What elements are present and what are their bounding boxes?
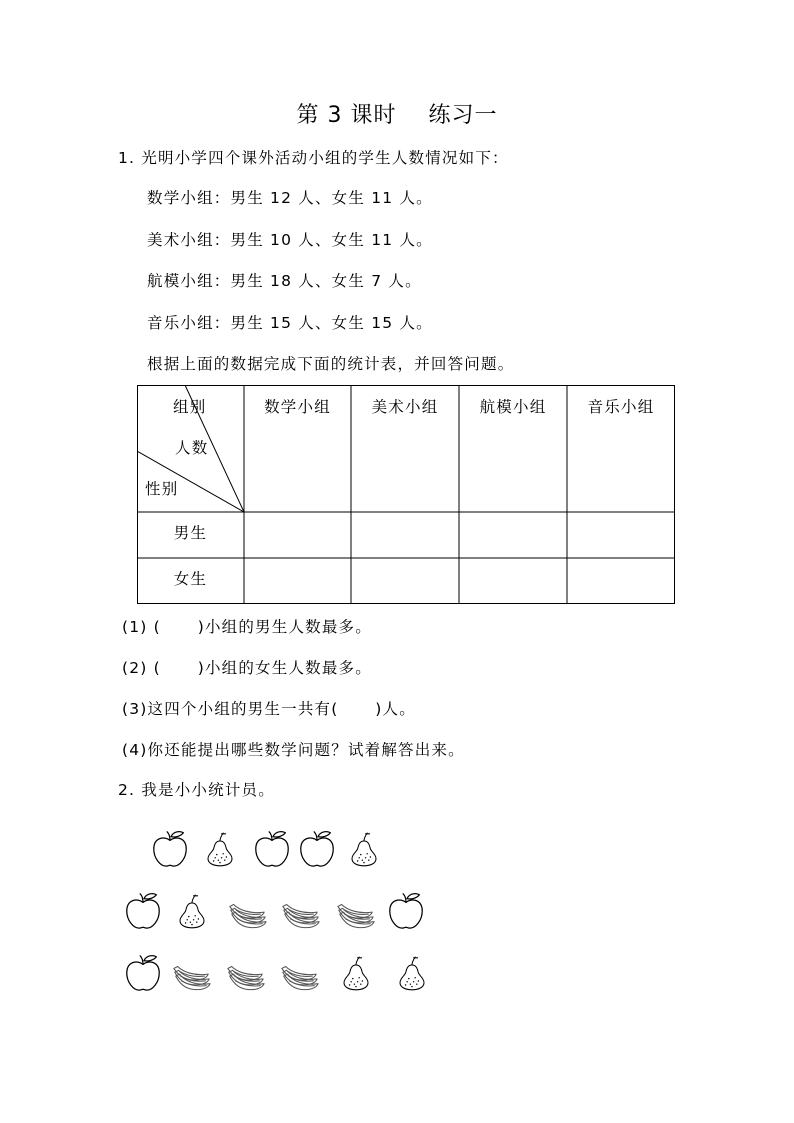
apple-icon — [122, 890, 164, 932]
question-1-intro: 1. 光明小学四个课外活动小组的学生人数情况如下： — [118, 149, 509, 167]
row-header-boys: 男生 — [173, 524, 208, 542]
table-instruction: 根据上面的数据完成下面的统计表，并回答问题。 — [147, 355, 515, 373]
pear-icon — [348, 828, 380, 870]
apple-icon — [149, 828, 191, 870]
banana-icon — [226, 898, 268, 932]
column-header-model: 航模小组 — [479, 398, 547, 416]
cell-boys-model[interactable] — [460, 513, 566, 557]
apple-icon — [251, 828, 293, 870]
corner-label-group: 组别 — [173, 398, 207, 416]
statistics-table — [137, 385, 675, 604]
subquestion-1: (1) ( )小组的男生人数最多。 — [122, 618, 372, 636]
cell-girls-model[interactable] — [460, 559, 566, 603]
corner-label-count: 人数 — [175, 439, 209, 457]
pear-icon — [176, 890, 208, 932]
data-line-math: 数学小组：男生 12 人、女生 11 人。 — [147, 189, 433, 207]
apple-icon — [385, 890, 427, 932]
subquestion-2: (2) ( )小组的女生人数最多。 — [122, 659, 372, 677]
pear-icon — [204, 828, 236, 870]
cell-boys-math[interactable] — [245, 513, 350, 557]
cell-boys-art[interactable] — [352, 513, 458, 557]
cell-girls-art[interactable] — [352, 559, 458, 603]
cell-girls-music[interactable] — [568, 559, 674, 603]
banana-icon — [170, 960, 212, 994]
question-2-intro: 2. 我是小小统计员。 — [118, 781, 275, 799]
subquestion-4: (4)你还能提出哪些数学问题？试着解答出来。 — [122, 741, 465, 759]
page-title: 第 3 课时 练习一 — [296, 103, 498, 128]
apple-icon — [296, 828, 338, 870]
data-line-art: 美术小组：男生 10 人、女生 11 人。 — [147, 231, 433, 249]
column-header-math: 数学小组 — [264, 398, 331, 416]
cell-boys-music[interactable] — [568, 513, 674, 557]
banana-icon — [279, 898, 321, 932]
data-line-model: 航模小组：男生 18 人、女生 7 人。 — [147, 272, 422, 290]
banana-icon — [334, 898, 376, 932]
corner-label-gender: 性别 — [145, 480, 179, 498]
banana-icon — [224, 960, 266, 994]
pear-icon — [396, 952, 428, 994]
column-header-music: 音乐小组 — [587, 398, 655, 416]
column-header-art: 美术小组 — [371, 398, 439, 416]
banana-icon — [278, 960, 320, 994]
apple-icon — [122, 952, 164, 994]
subquestion-3: (3)这四个小组的男生一共有( )人。 — [122, 700, 416, 718]
cell-girls-math[interactable] — [245, 559, 350, 603]
pear-icon — [340, 952, 372, 994]
row-header-girls: 女生 — [173, 570, 208, 588]
data-line-music: 音乐小组：男生 15 人、女生 15 人。 — [147, 314, 433, 332]
